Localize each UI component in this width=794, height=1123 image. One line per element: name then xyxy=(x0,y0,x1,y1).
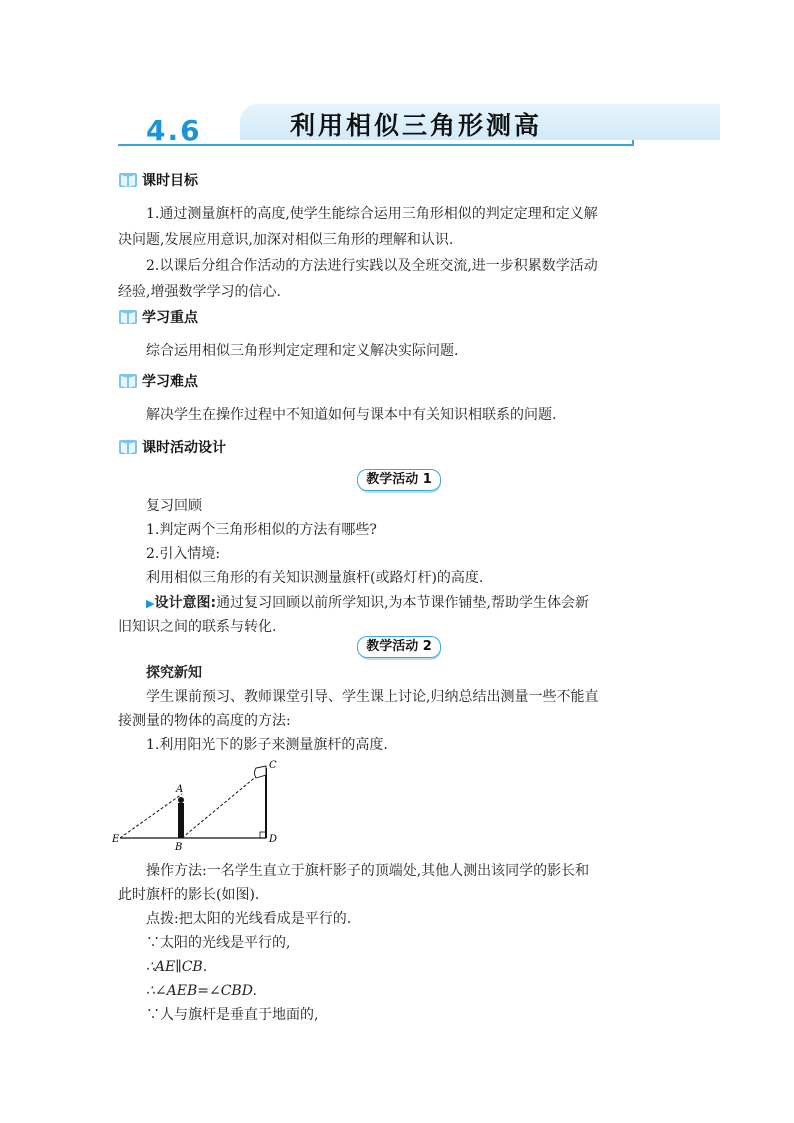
label-a: A xyxy=(176,784,184,795)
design-intent xyxy=(118,590,680,617)
book-icon xyxy=(118,438,138,456)
text-line: 利用相似三角形的有关知识测量旗杆(或路灯杆)的高度. xyxy=(146,570,484,586)
text-line: 2.引入情境: xyxy=(146,546,221,562)
text-line: ∴∠AEB=∠CBD. xyxy=(146,983,257,999)
activity-1-label xyxy=(357,469,439,491)
text-line: 学生课前预习、教师课堂引导、学生课上讨论,归纳总结出测量一些不能直 xyxy=(146,689,599,705)
text-line: 点拨:把太阳的光线看成是平行的. xyxy=(146,911,352,927)
book-icon xyxy=(118,308,138,326)
activity-label: 教学活动 1 xyxy=(357,469,441,491)
text-line: ∵人与旗杆是垂直于地面的, xyxy=(146,1007,319,1023)
text-line: 决问题,发展应用意识,加深对相似三角形的理解和认识. xyxy=(118,232,454,248)
text-line: ∵太阳的光线是平行的, xyxy=(146,935,291,951)
shadow-figure xyxy=(112,756,282,852)
label-e: E xyxy=(112,834,120,845)
text-line: ∴AE∥CB. xyxy=(146,959,208,975)
flag xyxy=(255,766,267,778)
student-figure xyxy=(178,797,184,838)
text-line: 操作方法:一名学生直立于旗杆影子的顶端处,其他人测出该同学的影长和 xyxy=(146,863,590,879)
section-title: 学习难点 xyxy=(142,374,198,390)
difficulty-text: 解决学生在操作过程中不知道如何与课本中有关知识相联系的问题. xyxy=(146,407,557,423)
text-line: 1.通过测量旗杆的高度,使学生能综合运用三角形相似的判定定理和定义解 xyxy=(146,206,598,222)
section-title: 课时目标 xyxy=(142,173,198,189)
section-design xyxy=(118,437,226,457)
text-line: 1.利用阳光下的影子来测量旗杆的高度. xyxy=(146,737,388,753)
label-d: D xyxy=(269,834,278,845)
label-b: B xyxy=(175,842,183,852)
text-line: 经验,增强数学学习的信心. xyxy=(118,284,281,300)
sun-ray-cb xyxy=(182,770,264,838)
goal-paragraph xyxy=(118,279,680,305)
intent-label: 设计意图: xyxy=(154,595,217,611)
subtitle: 探究新知 xyxy=(146,665,202,681)
lesson-number: 4.6 xyxy=(146,114,202,147)
lesson-title: 利用相似三角形测高 xyxy=(290,111,543,140)
text-line: 复习回顾 xyxy=(146,498,202,514)
intent-text: 通过复习回顾以前所学知识,为本节课作铺垫,帮助学生体会新 xyxy=(216,595,589,611)
activity-label: 教学活动 2 xyxy=(357,636,441,658)
text-line: 1.判定两个三角形相似的方法有哪些? xyxy=(146,522,377,538)
text-line: 2.以课后分组合作活动的方法进行实践以及全班交流,进一步积累数学活动 xyxy=(146,258,598,274)
section-focus xyxy=(118,307,198,327)
activity-2-label xyxy=(357,636,439,658)
section-difficulty xyxy=(118,371,198,391)
goal-paragraph xyxy=(118,227,680,253)
text-line: 旧知识之间的联系与转化. xyxy=(118,619,277,635)
triangle-icon: ▶ xyxy=(146,597,155,610)
section-goal xyxy=(118,170,198,190)
section-title: 课时活动设计 xyxy=(142,440,226,456)
text-line: 此时旗杆的影长(如图). xyxy=(118,887,260,903)
book-icon xyxy=(118,372,138,390)
book-icon xyxy=(118,171,138,189)
sun-ray-ae xyxy=(120,794,182,838)
section-title: 学习重点 xyxy=(142,310,198,326)
label-c: C xyxy=(269,760,277,771)
text-line: 接测量的物体的高度的方法: xyxy=(118,713,291,729)
lesson-header xyxy=(118,104,638,152)
focus-text: 综合运用相似三角形判定定理和定义解决实际问题. xyxy=(146,343,459,359)
goal-paragraph xyxy=(118,253,680,279)
goal-paragraph xyxy=(118,201,680,227)
